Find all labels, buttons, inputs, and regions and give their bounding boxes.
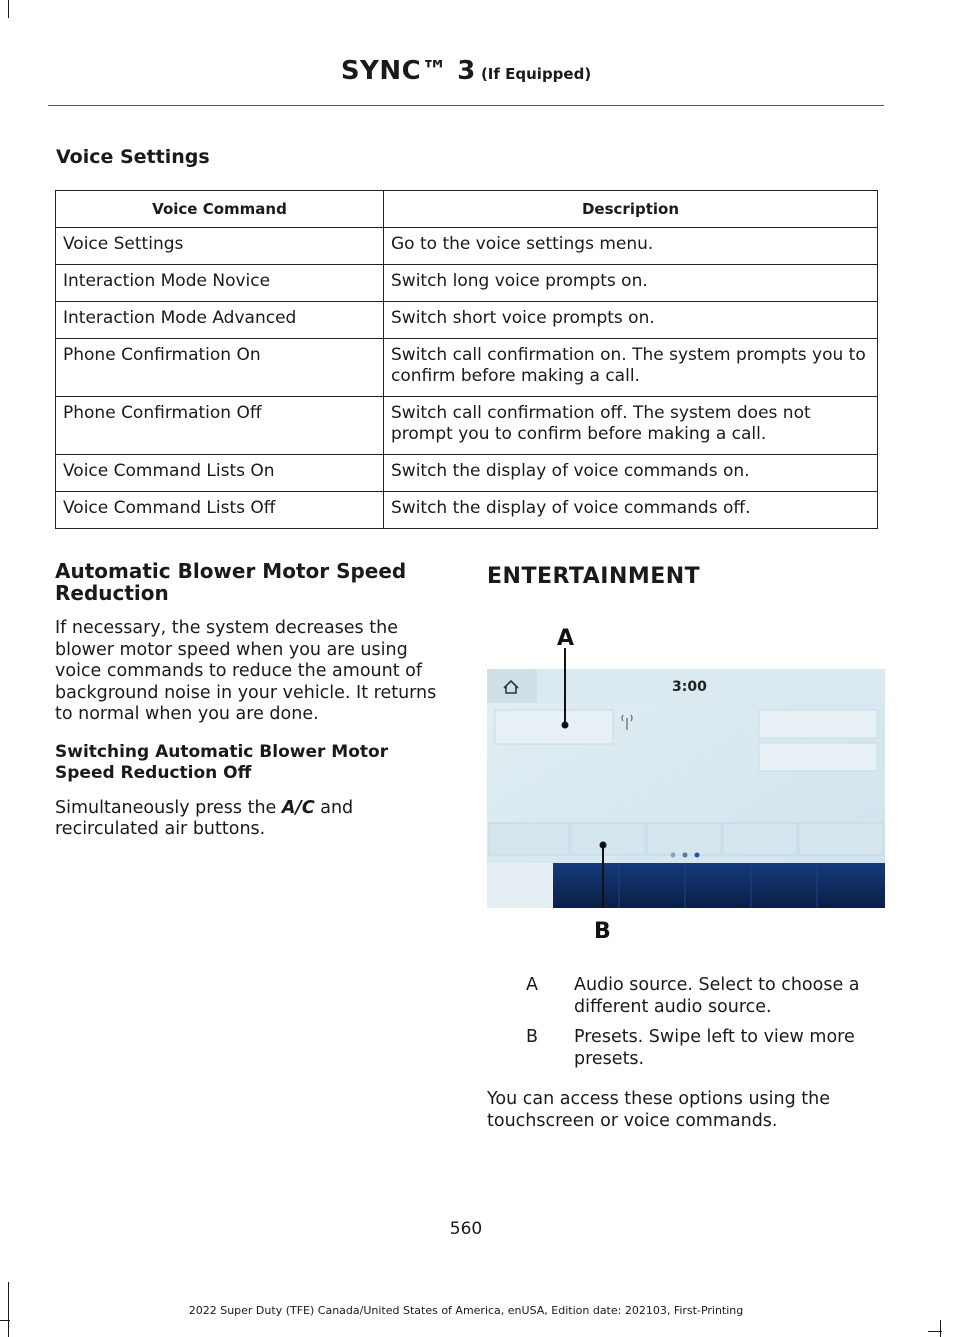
preset-tile[interactable] bbox=[723, 823, 797, 855]
legend-text: Presets. Swipe left to view more presets. bbox=[574, 1027, 855, 1069]
command-cell: Voice Command Lists On bbox=[56, 455, 384, 492]
table-row bbox=[56, 339, 878, 397]
instruction-text: and recirculated air buttons. bbox=[55, 797, 354, 839]
ac-button-label: A/C bbox=[281, 797, 315, 818]
legend-text: Audio source. Select to choose a different audio source. bbox=[574, 975, 860, 1017]
description-cell: Switch the display of voice commands off. bbox=[384, 492, 878, 529]
command-cell: Voice Command Lists Off bbox=[56, 492, 384, 529]
header-divider bbox=[48, 105, 884, 106]
blower-body: If necessary, the system decreases the blower motor speed when you are using voice commands to reduce the amount of background noise in your vehicle. It returns to normal when you are done. bbox=[55, 618, 437, 724]
command-cell: Phone Confirmation Off bbox=[56, 397, 384, 455]
command-cell: Phone Confirmation On bbox=[56, 339, 384, 397]
callout-legend bbox=[487, 975, 887, 1079]
command-cell: Interaction Mode Novice bbox=[56, 265, 384, 302]
entertainment-heading: ENTERTAINMENT bbox=[487, 564, 701, 589]
preset-selected[interactable] bbox=[487, 863, 553, 908]
crop-mark bbox=[940, 1320, 941, 1337]
entertainment-closing-text: You can access these options using the touchscreen or voice commands. bbox=[487, 1089, 830, 1131]
side-tile[interactable] bbox=[759, 743, 877, 771]
blower-instruction bbox=[55, 798, 450, 841]
crop-mark bbox=[0, 1320, 10, 1321]
legend-letter: B bbox=[525, 1027, 538, 1047]
blower-subheading: Switching Automatic Blower Motor Speed Reduction Off bbox=[55, 741, 389, 783]
legend-letter: A bbox=[526, 975, 538, 995]
description-cell: Switch call confirmation off. The system does not prompt you to confirm before making a call. bbox=[384, 397, 878, 455]
header-title: SYNC™ 3 bbox=[340, 56, 476, 86]
callout-dot-a bbox=[562, 722, 569, 729]
page-footer: 2022 Super Duty (TFE) Canada/United States of America, enUSA, Edition date: 202103, First-Printing bbox=[188, 1304, 744, 1317]
description-cell: Switch call confirmation on. The system prompts you to confirm before making a call. bbox=[384, 339, 878, 397]
audio-source-tile[interactable] bbox=[495, 710, 613, 744]
crop-mark bbox=[8, 0, 9, 18]
blower-section bbox=[55, 560, 450, 841]
section-title-voice-settings: Voice Settings bbox=[56, 146, 210, 168]
description-cell: Go to the voice settings menu. bbox=[384, 228, 878, 265]
table-row bbox=[56, 455, 878, 492]
legend-item bbox=[487, 975, 887, 1018]
voice-settings-table bbox=[55, 190, 878, 529]
table-row bbox=[56, 492, 878, 529]
preset-tile[interactable] bbox=[489, 823, 569, 855]
side-tile[interactable] bbox=[759, 710, 877, 738]
description-cell: Switch short voice prompts on. bbox=[384, 302, 878, 339]
blower-heading: Automatic Blower Motor Speed Reduction bbox=[55, 559, 407, 605]
command-cell: Interaction Mode Advanced bbox=[56, 302, 384, 339]
instruction-text: Simultaneously press the bbox=[55, 797, 282, 818]
callout-label-a: A bbox=[557, 626, 575, 651]
entertainment-screen-illustration bbox=[487, 618, 885, 946]
page-number: 560 bbox=[449, 1219, 483, 1239]
callout-dot-b bbox=[600, 842, 607, 849]
description-cell: Switch long voice prompts on. bbox=[384, 265, 878, 302]
page-dot bbox=[683, 853, 688, 858]
command-cell: Voice Settings bbox=[56, 228, 384, 265]
table-row bbox=[56, 228, 878, 265]
header-subtitle: (If Equipped) bbox=[480, 65, 592, 83]
table-row bbox=[56, 397, 878, 455]
callout-label-b: B bbox=[594, 919, 611, 944]
screen-clock: 3:00 bbox=[672, 679, 707, 695]
preset-tile[interactable] bbox=[571, 823, 645, 855]
legend-item bbox=[487, 1027, 887, 1070]
page-header bbox=[48, 56, 884, 86]
column-header: Description bbox=[384, 191, 878, 228]
column-header: Voice Command bbox=[56, 191, 384, 228]
preset-tile[interactable] bbox=[647, 823, 721, 855]
preset-tile[interactable] bbox=[799, 823, 883, 855]
crop-mark bbox=[928, 1331, 942, 1332]
page-dot bbox=[671, 853, 676, 858]
home-button[interactable] bbox=[487, 669, 537, 703]
page-dot-active bbox=[695, 853, 700, 858]
table-row bbox=[56, 265, 878, 302]
table-row bbox=[56, 302, 878, 339]
description-cell: Switch the display of voice commands on. bbox=[384, 455, 878, 492]
